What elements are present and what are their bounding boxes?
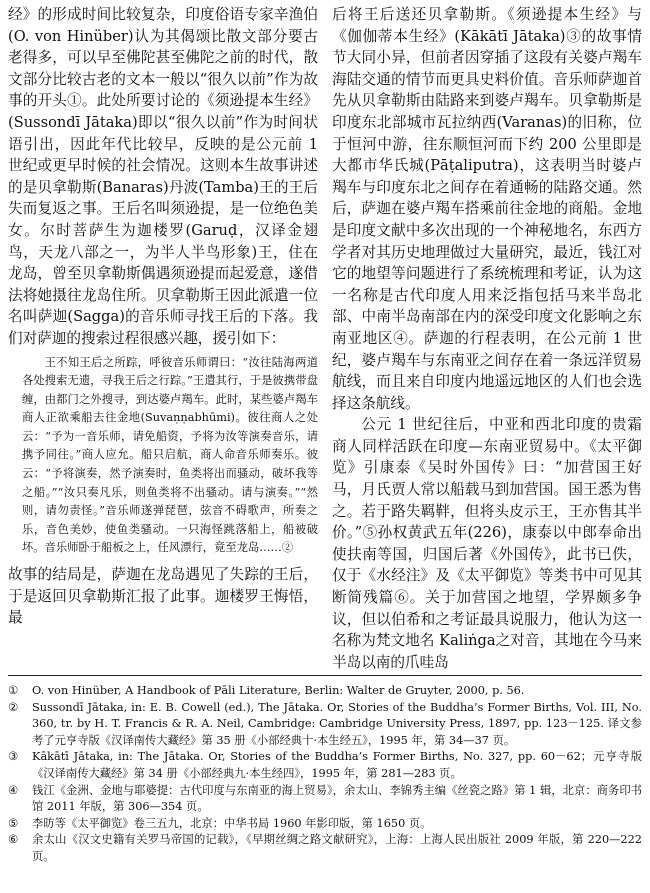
left-column (8, 4, 318, 629)
footnote (8, 749, 642, 782)
body-paragraph: 故事的结局是，萨迦在龙岛遇见了失踪的王后，于是返回贝拿勒斯汇报了此事。迦楼罗王悔悟，最 (8, 566, 318, 627)
footnote-text: O. von Hinüber, A Handbook of Pāli Literature, Berlin: Walter de Gruyter, 2000, p. 56. (32, 684, 525, 697)
footnote-text: 李昉等《太平御览》卷三五九，北京：中华书局 1960 年影印版，第 1650 页。 (32, 816, 432, 830)
footnote (8, 683, 642, 700)
footnote-number: ⑥ (8, 833, 19, 847)
footnote (8, 700, 642, 750)
footnote-text: 余太山《汉文史籍有关罗马帝国的记载》，《早期丝绸之路文献研究》，上海：上海人民出版社 2009 年版，第 220—222 页。 (32, 833, 642, 863)
quote-text: 王不知王后之所踪，呼彼音乐师谓曰：“汝往陆海两道各处搜索无遗，寻我王后之行踪。”王遣其行，于是彼携带盘缠，由都门之外搜寻，到达婆卢羯车。此时，某些婆卢羯车商人正欲乘船去往金地(Suvaṇṇabhūmi)。彼往商人之处云：“予为一音乐师，请免船资，予将为汝等演奏音乐，请携予同往。”商人应允。船只启航，商人命音乐师奏乐。彼云：“予将演奏，然予演奏时，鱼类将出而骚动，破坏我等之船。”“汝只奏凡乐，则鱼类将不出骚动。请与演奏。”“然则，请勿责怪。”音乐师遂弹琵琶，弦音不碍歌声，所奏之乐，音色美妙，使鱼类骚动。一只海怪跳落船上，船被破坏。音乐师卧于船板之上，任风漂行，竟至龙岛……② (22, 355, 318, 555)
body-paragraph: 公元 1 世纪往后，中亚和西北印度的贵霜商人同样活跃在印度—东南亚贸易中。《太平御览》引康泰《吴时外国传》曰：“加营国王好马，月氏贾人常以船载马到加营国。国王悉为售之。若于路失羁靽，但将头皮示王，王亦售其半价。”⑤孙权黄武五年(226)，康泰以中郎奉命出使扶南等国，归国后著《外国传》，此书已佚，仅于《水经注》及《太平御览》等类书中可见其断简残篇⑥。关于加营国之地望，学界颇多争议，但以伯希和之考证最具说服力，他认为这一名称为梵文地名 Kaliṅga之对音，其地在今马来半岛以南的爪哇岛 (332, 416, 642, 671)
right-column (332, 4, 642, 673)
body-paragraph: 后将王后送还贝拿勒斯。《须逊提本生经》与《伽伽蒂本生经》(Kākātī Jātaka)③的故事情节大同小异，但前者因穿插了这段有关婆卢羯车海陆交通的情节而更具史料价值。音乐师萨迦首先从贝拿勒斯由陆路来到婆卢羯车。贝拿勒斯是印度东北部城市瓦拉纳西(Varanas)的旧称，位于恒河中游，往东顺恒河而下约 200 公里即是大都市华氏城(Pāṭaliputra)，这表明当时婆卢羯车与印度东北之间存在着通畅的陆路交通。然后，萨迦在婆卢羯车搭乘前往金地的商船。金地是印度文献中多次出现的一个神秘地名，东西方学者对其历史地理做过大量研究，最近，钱江对它的地望等问题进行了系统梳理和考证，认为这一名称是古代印度人用来泛指包括马来半岛北部、中南半岛南部在内的深受印度文化影响之东南亚地区④。萨迦的行程表明，在公元前 1 世纪，婆卢羯车与东南亚之间存在着一条远洋贸易航线，而且来自印度内地遥远地区的人们也会选择这条航线。 (332, 6, 642, 412)
footnote (8, 816, 642, 833)
footnote (8, 832, 642, 865)
footnote-number: ③ (8, 750, 19, 764)
footnote-number: ① (8, 684, 19, 697)
body-paragraph: 经》的形成时间比较复杂，印度俗语专家辛渔伯(O. von Hinüber)认为其偈颂比散文部分要古老得多，可以早至佛陀甚至佛陀之前的时代，散文部分比较古老的文本一般以“很久以前”作为故事的开头①。此处所要讨论的《须逊提本生经》(Sussondī Jātaka)即以“很久以前”作为时间状语引出，因此年代比较早，反映的是公元前 1 世纪或更早时候的社会情况。这则本生故事讲述的是贝拿勒斯(Banaras)丹波(Tamba)王的王后失而复返之事。王后名叫须逊提，是一位绝色美女。尔时菩萨生为迦楼罗(Garuḍ，汉译金翅鸟，天龙八部之一，为半人半鸟形象)王，住在龙岛，曾至贝拿勒斯偶遇须逊提而起爱意，遂借法将她摄往龙岛住所。贝拿勒斯王因此派遣一位名叫萨迦(Sagga)的音乐师寻找王后的下落。我们对萨迦的搜索过程很感兴趣，援引如下： (8, 6, 318, 347)
footnote-number: ② (8, 700, 19, 714)
footnote-number: ④ (8, 783, 19, 797)
footnote-text: 钱江《金洲、金地与耶婆提：古代印度与东南亚的海上贸易》，余太山、李锦秀主编《丝瓷之路》第 1 辑，北京：商务印书馆 2011 年版，第 306—354 页。 (32, 783, 642, 814)
footnote (8, 783, 642, 816)
footnote-divider (8, 675, 642, 676)
footnote-text: Sussondī Jātaka, in: E. B. Cowell (ed.), The Jātaka. Or, Stories of the Buddha’s Former Births, Vol. III, No. 360, tr. by H. T. Francis & R. A. Neil, Cambridge: Cambridge University Press, 1897, pp. 123－125. 译文参考了元亨寺版《汉译南传大藏经》第 35 册《小部经典十·本生经五》，1995 年，第 34—37 页。 (32, 700, 642, 747)
footnote-text: Kākātī Jātaka, in: The Jātaka. Or, Stories of the Buddha’s Former Births, No. 327, pp. 60－62；元亨寺版《汉译南传大藏经》第 34 册《小部经典九·本生经四》，1995 年，第 281—283 页。 (32, 750, 642, 780)
footnotes (8, 683, 642, 866)
footnote-number: ⑤ (8, 816, 19, 830)
block-quote (22, 354, 318, 559)
